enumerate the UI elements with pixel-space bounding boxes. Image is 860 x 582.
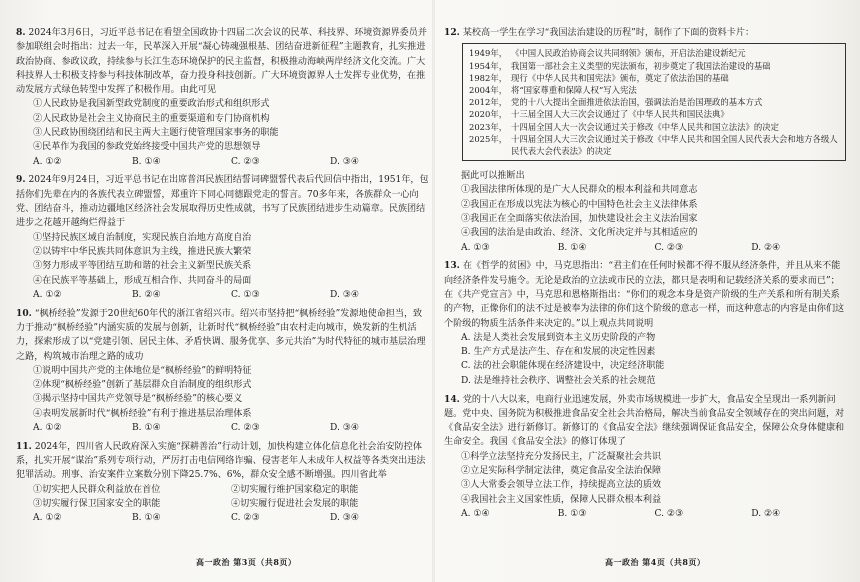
page-footer-right: 高一政治 第4页（共8页） bbox=[605, 557, 706, 567]
card-text: 十四届全国人大三次会议通过关于修改《中华人民共和国全国人民代表大会和地方各级人民代表大会代表法》的决定 bbox=[511, 133, 838, 156]
card-year: 2012年， bbox=[469, 97, 508, 108]
card-row bbox=[469, 60, 839, 72]
choice-d: D. ③④ bbox=[330, 289, 360, 300]
choice-a: A. ①③ bbox=[461, 242, 490, 253]
option: ③揭示坚持中国共产党领导是“枫桥经验”的核心要义 bbox=[33, 394, 243, 405]
question-13 bbox=[444, 259, 848, 388]
option: ①说明中国共产党的主体地位是“枫桥经验”的鲜明特征 bbox=[33, 365, 252, 376]
option: ④表明发展新时代“枫桥经验”有利于推进基层治理体系 bbox=[33, 408, 252, 419]
answer-choices bbox=[33, 288, 429, 302]
card-row bbox=[469, 133, 839, 157]
card-year: 1982年， bbox=[469, 72, 508, 83]
choice-d: D. 法是维持社会秩序、调整社会关系的社会规范 bbox=[461, 375, 656, 386]
option: ②切实履行维护国家稳定的职能 bbox=[231, 484, 359, 495]
choice-a: A. ①② bbox=[33, 289, 62, 300]
answer-choices bbox=[33, 155, 429, 169]
option: ③我国正在全面落实依法治国，加快建设社会主义法治国家 bbox=[461, 214, 698, 225]
choice-b: B. ①④ bbox=[132, 156, 161, 167]
choice-d: D. ②④ bbox=[751, 508, 781, 519]
question-stem: 2024年9月24日，习近平总书记在出席普洱民族团结誓词碑盟誓代表后代回信中指出，1951年，包括你们先辈在内的各族代表立碑盟誓，郑重许下同心同德跟党走的誓言。70多年来，各族群众一心向党、团结奋斗，推动边疆地区经济社会发展取得历史性成就，书写了民族团结进步生动篇章。民族团结进步之花越开越绚烂得益于 bbox=[16, 175, 429, 229]
choice-a: A. ①② bbox=[33, 423, 62, 434]
option: ④切实履行促进社会发展的职能 bbox=[231, 499, 359, 509]
choice-b: B. ①④ bbox=[132, 513, 161, 524]
choice-a: A. ①② bbox=[33, 513, 62, 524]
choice-b: B. ①④ bbox=[557, 242, 587, 253]
card-text: 十四届全国人大一次会议通过关于修改《中华人民共和国立法法》的决定 bbox=[511, 121, 779, 132]
choice-c: C. 法的社会职能体现在经济建设中，决定经济职能 bbox=[461, 361, 665, 372]
choice-b: B. ①④ bbox=[132, 423, 161, 434]
answer-choices bbox=[33, 421, 429, 435]
question-number: 8. bbox=[16, 27, 26, 38]
choice-c: C. ①③ bbox=[231, 289, 260, 300]
option: ②体现“枫桥经验”创新了基层群众自治制度的组织形式 bbox=[33, 380, 252, 391]
choice-d: D. ③④ bbox=[330, 423, 360, 434]
option: ④在民族平等基础上，形成互相合作、共同奋斗的局面 bbox=[33, 275, 252, 286]
card-year: 2023年， bbox=[469, 121, 508, 132]
choice-b: B. ①③ bbox=[557, 508, 587, 519]
question-stem: 2024年，四川省人民政府深入实施“探耕善治”行动计划，加快构建立体化信息化社会治安防控体系，扎实开展“谋治”系列专项行动，严厉打击电信网络诈骗、侵害老年人未成年人权益等各类突出违法犯罪活动。刑事、治安案件立案数分别下降25.7%、6%，群众安全感不断增强。四川省此举 bbox=[16, 441, 426, 481]
card-year: 1949年， bbox=[469, 48, 508, 59]
choice-a: A. ①④ bbox=[461, 508, 490, 519]
question-number: 13. bbox=[444, 260, 460, 272]
question-10 bbox=[16, 307, 429, 436]
card-year: 1954年， bbox=[469, 60, 508, 71]
option: ②我国正在形成以宪法为核心的中国特色社会主义法律体系 bbox=[461, 199, 698, 210]
page-footer-left: 高一政治 第3页（共8页） bbox=[196, 557, 297, 567]
option: ③人民政协围绕团结和民主两大主题行使管理国家事务的职能 bbox=[33, 128, 279, 139]
card-year: 2025年， bbox=[469, 133, 508, 144]
question-11 bbox=[16, 440, 429, 526]
answer-choices bbox=[461, 507, 848, 521]
option: ④我国社会主义国家性质，保障人民群众根本利益 bbox=[461, 494, 662, 505]
option: ③人大常委会领导立法工作，持续提高立法的质效 bbox=[461, 480, 662, 491]
question-14 bbox=[444, 393, 848, 522]
question-stem: 2024年3月6日，习近平总书记在看望全国政协十四届二次会议的民革、科技界、环境资源界委员并参加联组会时指出：过去一年，民革深入开展“凝心铸魂强根基、团结奋进新征程”主题教育，扎实推进政治协商、参政议政，持续参与长江生态环境保护的民主监督，积极推动海峡两岸经济文化交流。广大科技界人士积极支持参与科技体制改革，奋力投身科技创新。广大环境资源界人士发挥专业优势，在推动发展方式绿色转型中发挥了积极作用。由此可见 bbox=[16, 28, 427, 96]
choice-b: B. ②④ bbox=[132, 289, 161, 300]
question-number: 11. bbox=[16, 440, 32, 452]
option: ②人民政协是社会主义协商民主的重要渠道和专门协商机构 bbox=[33, 113, 270, 124]
card-row bbox=[469, 84, 839, 96]
option: ③努力形成平等团结互助和谐的社会主义新型民族关系 bbox=[33, 261, 252, 272]
choice-d: D. ③④ bbox=[330, 513, 360, 524]
question-lead: 据此可以推断出 bbox=[461, 171, 525, 182]
card-row bbox=[469, 121, 839, 133]
option: ①我国法律所体现的是广大人民群众的根本利益和共同意志 bbox=[461, 185, 698, 196]
card-text: 我国第一部社会主义类型的宪法颁布，初步奠定了我国法治建设的基础 bbox=[511, 60, 771, 71]
option: ④民革作为我国的参政党始终接受中国共产党的思想领导 bbox=[33, 142, 261, 153]
question-12 bbox=[444, 26, 848, 255]
card-text: 将“国家尊重和保障人权”写入宪法 bbox=[511, 84, 637, 95]
choice-c: C. ②③ bbox=[231, 513, 260, 524]
question-stem: 党的十八大以来，电商行业迅速发展，外卖市场规模进一步扩大，食品安全呈现出一系列新问题。党中央、国务院为积极推进食品安全社会共治格局，解决当前食品安全领域存在的突出问题，对《食品安全法》进行新修订。新修订的《食品安全法》继续强调保证食品安全，保障公众身体健康和生命安全。我国《食品安全法》的修订体现了 bbox=[444, 394, 845, 448]
question-number: 10. bbox=[16, 307, 32, 319]
question-stem: 某校高一学生在学习“我国法治建设的历程”时，制作了下面的资料卡片： bbox=[462, 28, 755, 38]
page-left bbox=[16, 26, 429, 530]
answer-choices bbox=[461, 241, 848, 255]
choice-d: D. ②④ bbox=[751, 242, 781, 253]
card-year: 2004年， bbox=[469, 84, 508, 95]
choice-c: C. ②③ bbox=[231, 423, 260, 434]
card-text: 现行《中华人民共和国宪法》颁布，奠定了依法治国的基础 bbox=[511, 72, 729, 83]
option: ②立足实际科学制定法律，奠定食品安全法治保障 bbox=[461, 466, 662, 477]
card-row bbox=[469, 47, 839, 59]
question-9 bbox=[16, 173, 429, 302]
choice-b: B. 生产方式是法产生、存在和发展的决定性因素 bbox=[461, 347, 656, 358]
question-number: 9. bbox=[16, 174, 26, 186]
question-number: 14. bbox=[444, 393, 460, 405]
page-right bbox=[444, 26, 848, 526]
page-fold bbox=[432, 0, 435, 582]
info-card bbox=[462, 43, 846, 161]
choice-c: C. ②③ bbox=[654, 508, 684, 519]
card-row bbox=[469, 108, 839, 120]
choice-a: A. 法是人类社会发展到资本主义历史阶段的产物 bbox=[461, 332, 656, 343]
card-year: 2020年， bbox=[469, 109, 508, 120]
question-stem: “枫桥经验”发源于20世纪60年代的浙江省绍兴市。绍兴市坚持把“枫桥经验”发源地使命担当，致力于推动“枫桥经验”内涵实质的发展与创新，让新时代“枫桥经验”由农村走向城市，焕发新的生机活力，探索形成了以“党建引领、居民主体、矛盾快调、服务优享、多元共治”为时代特征的城市基层治理之路，构筑城市治理之路的成功 bbox=[16, 308, 426, 362]
choice-d: D. ③④ bbox=[330, 156, 360, 167]
card-row bbox=[469, 72, 839, 84]
question-stem: 在《哲学的贫困》中，马克思指出：“君主们在任何时候都不得不服从经济条件，并且从来不能向经济条件发号施令。无论是政治的立法或市民的立法，都只是表明和记载经济关系的要求而已”；在《共产党宣言》中，马克思和恩格斯指出：“你们的观念本身是资产阶级的生产关系和所有制关系的产物，正像你们的法不过是被奉为法律的你们这个阶级的意志一样，而这种意志的内容是由你们这个阶级的物质生活条件来决定的。”以上观点共同说明 bbox=[444, 261, 845, 329]
option: ②以铸牢中华民族共同体意识为主线，推进民族大繁荣 bbox=[33, 246, 252, 257]
question-number: 12. bbox=[444, 27, 460, 38]
card-text: 十三届全国人大三次会议通过了《中华人民共和国民法典》 bbox=[511, 109, 729, 120]
question-8 bbox=[16, 26, 429, 169]
option: ①人民政协是我国新型政党制度的重要政治形式和组织形式 bbox=[33, 99, 270, 110]
option: ①科学立法坚持充分发扬民主，广泛凝聚社会共识 bbox=[461, 451, 662, 462]
option: ④我国的法治是由政治、经济、文化所决定并与其相适应的 bbox=[461, 228, 698, 239]
option: ①坚持民族区域自治制度，实现民族自治地方高度自治 bbox=[33, 232, 252, 243]
option: ①切实把人民群众利益放在首位 bbox=[33, 484, 161, 495]
card-text: 党的十八大提出全面推进依法治国，强调法治是治国理政的基本方式 bbox=[511, 97, 763, 108]
option-grid bbox=[33, 483, 429, 512]
card-row bbox=[469, 96, 839, 108]
choice-a: A. ①② bbox=[33, 156, 62, 167]
card-text: 《中国人民政治协商会议共同纲领》颁布，开启法治建设新纪元 bbox=[511, 48, 746, 59]
option: ③切实履行保卫国家安全的职能 bbox=[33, 499, 161, 509]
choice-c: C. ②③ bbox=[654, 242, 684, 253]
choice-c: C. ②③ bbox=[231, 156, 260, 167]
answer-choices bbox=[33, 511, 429, 525]
